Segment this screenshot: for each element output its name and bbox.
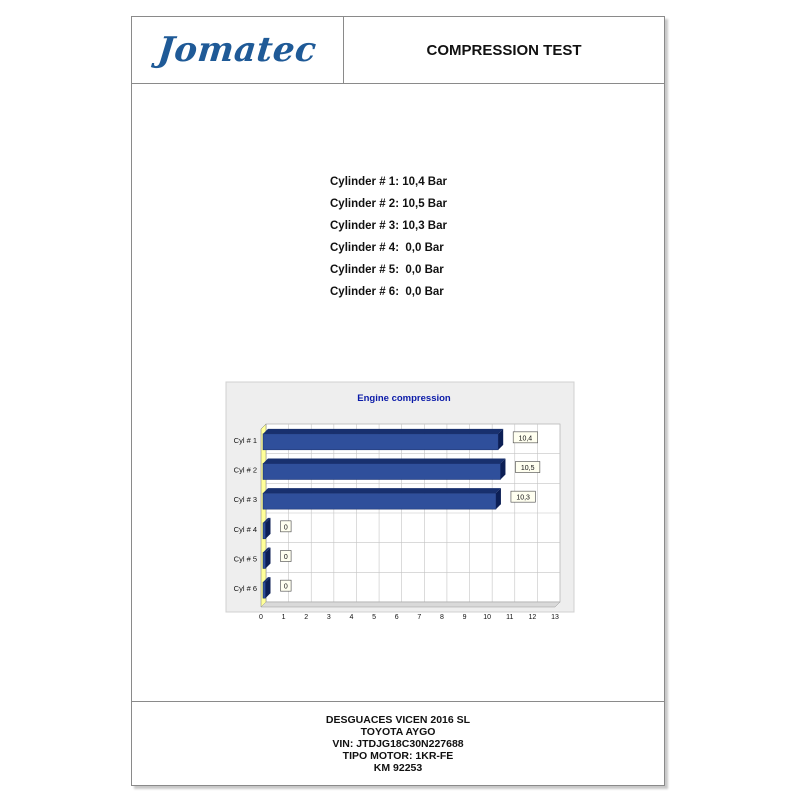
data-label: 0 xyxy=(283,583,288,591)
x-tick-label: 8 xyxy=(439,614,444,621)
footer-model: TOYOTA AYGO xyxy=(360,725,436,738)
logo-cell xyxy=(132,17,344,83)
data-label: 10,4 xyxy=(518,435,533,443)
y-category-label: Cyl # 2 xyxy=(233,465,257,475)
cylinder-readings xyxy=(330,171,530,303)
report-header xyxy=(132,17,664,84)
chart-title: Engine compression xyxy=(357,393,451,404)
footer-km: KM 92253 xyxy=(373,761,423,774)
x-tick-label: 4 xyxy=(349,614,354,621)
x-tick-label: 10 xyxy=(483,614,492,621)
y-category-label: Cyl # 6 xyxy=(233,584,257,594)
vehicle-info-footer xyxy=(132,701,664,785)
cylinder-reading: Cylinder # 1: 10,4 Bar xyxy=(330,176,447,188)
chart-floor xyxy=(261,602,560,607)
cylinder-reading: Cylinder # 3: 10,3 Bar xyxy=(330,220,447,232)
x-tick-label: 2 xyxy=(304,614,309,621)
footer-vin: VIN: JTDJG18C30N227688 xyxy=(332,737,464,750)
footer-engine: TIPO MOTOR: 1KR-FE xyxy=(342,749,454,762)
title-cell xyxy=(344,17,664,83)
report-title: COMPRESSION TEST xyxy=(426,41,582,59)
y-category-label: Cyl # 5 xyxy=(233,554,257,564)
x-tick-label: 13 xyxy=(551,614,559,621)
x-tick-label: 1 xyxy=(281,614,286,621)
x-tick-label: 12 xyxy=(528,614,537,621)
cylinder-reading: Cylinder # 4: 0,0 Bar xyxy=(330,242,444,254)
compression-chart xyxy=(226,382,574,621)
bar xyxy=(263,493,496,509)
y-category-label: Cyl # 1 xyxy=(233,435,257,445)
bar xyxy=(263,434,498,450)
x-tick-label: 5 xyxy=(372,614,377,621)
x-tick-label: 0 xyxy=(259,614,263,621)
footer-company: DESGUACES VICEN 2016 SL xyxy=(325,713,471,726)
bar xyxy=(263,582,266,598)
y-category-label: Cyl # 4 xyxy=(233,524,257,534)
x-tick-label: 9 xyxy=(462,614,467,621)
company-logo: Jomatec xyxy=(156,30,319,70)
bar xyxy=(263,523,266,539)
chart-side-wall xyxy=(261,424,266,607)
bar xyxy=(263,464,500,480)
cylinder-reading: Cylinder # 5: 0,0 Bar xyxy=(330,264,444,276)
chart-svg xyxy=(226,382,574,621)
x-tick-label: 3 xyxy=(326,614,331,621)
x-tick-label: 6 xyxy=(394,614,399,621)
bar-top xyxy=(263,459,505,464)
x-tick-label: 11 xyxy=(506,614,514,621)
data-label: 0 xyxy=(283,554,288,561)
bar xyxy=(263,553,266,569)
data-label: 0 xyxy=(283,524,288,532)
report-page xyxy=(131,16,665,786)
cylinder-reading: Cylinder # 2: 10,5 Bar xyxy=(330,198,447,210)
bar-top xyxy=(263,488,501,493)
x-tick-label: 7 xyxy=(417,614,422,621)
y-category-label: Cyl # 3 xyxy=(233,495,257,505)
bar-top xyxy=(263,429,503,434)
cylinder-reading: Cylinder # 6: 0,0 Bar xyxy=(330,286,444,298)
data-label: 10,5 xyxy=(520,465,535,472)
data-label: 10,3 xyxy=(516,494,530,502)
